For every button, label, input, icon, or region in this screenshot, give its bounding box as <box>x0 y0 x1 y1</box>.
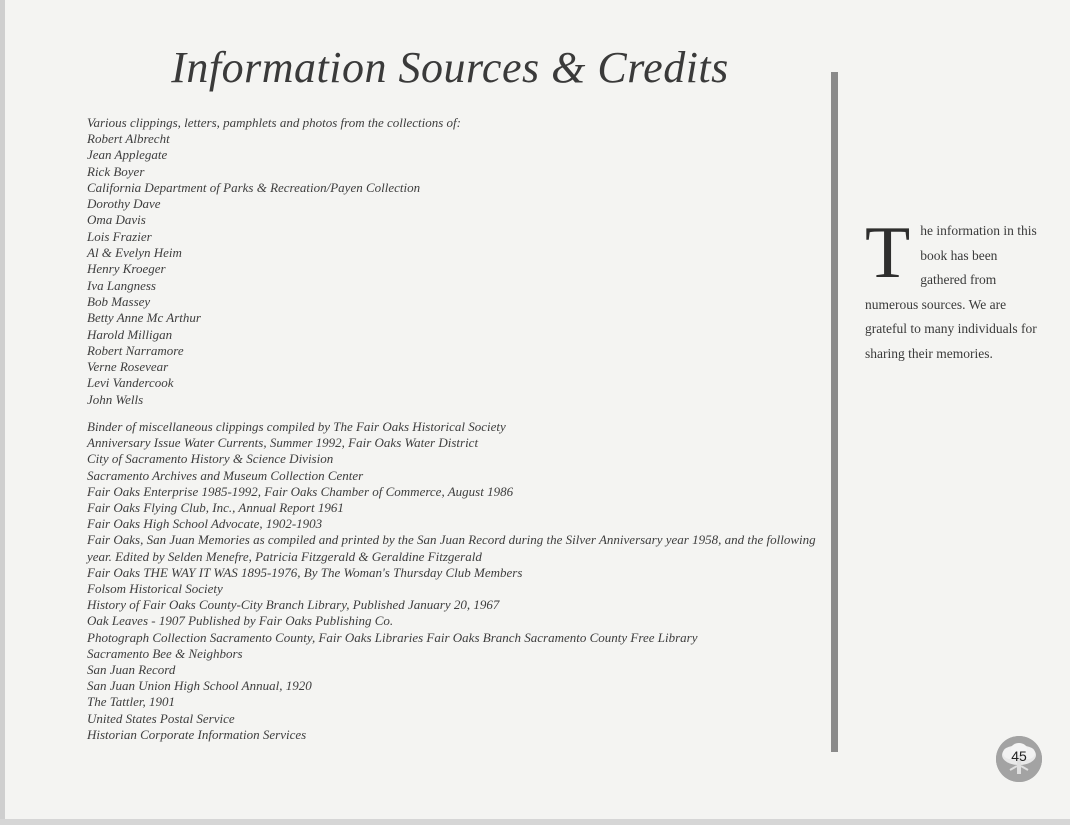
list-item: Binder of miscellaneous clippings compiled by The Fair Oaks Historical Society <box>87 419 506 434</box>
vertical-divider <box>831 72 838 752</box>
list-item: Photograph Collection Sacramento County, Fair Oaks Libraries Fair Oaks Branch Sacramento County Free Library <box>87 629 698 645</box>
list-item: Folsom Historical Society <box>87 581 223 597</box>
list-item: Oma Davis <box>87 212 146 228</box>
page-edge-bottom <box>0 819 1070 825</box>
list-item: Fair Oaks High School Advocate, 1902-1903 <box>87 516 323 532</box>
list-item: John Wells <box>87 391 144 407</box>
collections-intro: Various clippings, letters, pamphlets and photos from the collections of: <box>87 115 461 130</box>
list-item: United States Postal Service <box>87 710 235 726</box>
sidebar-text: he information in this book has been gathered from numerous sources. We are grateful to many individuals for sharing their memories. <box>865 223 1037 361</box>
page-number-badge <box>996 736 1042 782</box>
list-item: Robert Albrecht <box>87 131 170 146</box>
drop-cap: T <box>865 212 911 294</box>
list-item: California Department of Parks & Recreation/Payen Collection <box>87 179 421 195</box>
list-item: Sacramento Bee & Neighbors <box>87 645 243 661</box>
list-item: Lois Frazier <box>87 228 152 244</box>
page-number: 45 <box>1011 748 1027 764</box>
list-item: Fair Oaks Enterprise 1985-1992, Fair Oaks Chamber of Commerce, August 1986 <box>87 483 514 499</box>
list-item: Al & Evelyn Heim <box>87 245 182 261</box>
list-item: Fair Oaks THE WAY IT WAS 1895-1976, By The Woman's Thursday Club Members <box>87 564 523 580</box>
list-item: The Tattler, 1901 <box>87 694 176 710</box>
list-item: Rick Boyer <box>87 163 145 179</box>
list-item: Betty Anne Mc Arthur <box>87 310 201 326</box>
list-item: City of Sacramento History & Science Division <box>87 451 334 467</box>
collections-list <box>87 131 420 408</box>
list-item: Fair Oaks, San Juan Memories as compiled and printed by the San Juan Record during the Silver Anniversary year 1958, and the following year. Edited by Selden Menefre, Patricia Fitzgerald & Geraldine Fitzgerald <box>87 532 816 564</box>
list-item: Robert Narramore <box>87 342 184 358</box>
sources-list <box>87 419 832 743</box>
list-item: Fair Oaks Flying Club, Inc., Annual Report 1961 <box>87 500 344 516</box>
list-item: Henry Kroeger <box>87 261 166 277</box>
list-item: Dorothy Dave <box>87 196 161 212</box>
page-edge <box>0 0 5 825</box>
list-item: History of Fair Oaks County-City Branch Library, Published January 20, 1967 <box>87 597 500 613</box>
sidebar-note <box>865 212 1045 366</box>
list-item: Iva Langness <box>87 277 156 293</box>
list-item: San Juan Record <box>87 662 176 678</box>
list-item: Oak Leaves - 1907 Published by Fair Oaks Publishing Co. <box>87 613 394 629</box>
list-item: Verne Rosevear <box>87 359 169 375</box>
list-item: Historian Corporate Information Services <box>87 726 307 742</box>
list-item: Sacramento Archives and Museum Collection Center <box>87 467 364 483</box>
page-title: Information Sources & Credits <box>171 43 729 92</box>
list-item: Bob Massey <box>87 293 151 309</box>
list-item: San Juan Union High School Annual, 1920 <box>87 678 312 694</box>
list-item: Harold Milligan <box>87 326 173 342</box>
list-item: Anniversary Issue Water Currents, Summer 1992, Fair Oaks Water District <box>87 435 479 451</box>
list-item: Levi Vandercook <box>87 375 174 391</box>
list-item: Jean Applegate <box>87 147 168 163</box>
